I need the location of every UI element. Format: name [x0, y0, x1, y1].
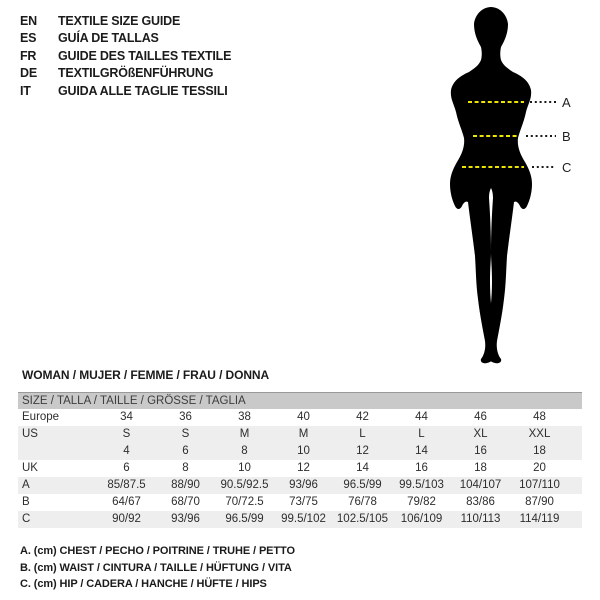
language-row — [20, 12, 231, 30]
size-table — [18, 392, 582, 528]
row-label: C — [22, 513, 31, 525]
size-cell: 20 — [533, 462, 546, 474]
size-cell: 12 — [297, 462, 310, 474]
row-label: B — [22, 496, 30, 508]
size-cell: M — [239, 428, 250, 440]
size-cell: 96.5/99 — [225, 513, 264, 525]
size-cell: 79/82 — [407, 496, 436, 508]
table-row — [18, 494, 582, 511]
size-cell: 64/67 — [112, 496, 141, 508]
size-table-rows — [18, 409, 582, 528]
language-title: TEXTILE SIZE GUIDE — [58, 13, 181, 28]
row-label: UK — [22, 462, 38, 474]
language-title: TEXTILGRÖßENFÜHRUNG — [58, 66, 214, 81]
size-cell: 36 — [179, 411, 192, 423]
size-cell: 40 — [297, 411, 310, 423]
size-cell: S — [181, 428, 190, 440]
section-heading: WOMAN / MUJER / FEMME / FRAU / DONNA — [22, 368, 270, 382]
table-row — [18, 409, 582, 426]
woman-silhouette-icon — [450, 7, 532, 363]
size-cell: 93/96 — [171, 513, 200, 525]
size-cell: 96.5/99 — [343, 479, 382, 491]
body-measurement-figure — [440, 4, 595, 370]
table-row — [18, 443, 582, 460]
size-cell: 107/110 — [519, 479, 560, 491]
language-row — [20, 65, 231, 83]
table-row — [18, 426, 582, 443]
legend-waist: B. (cm) WAIST / CINTURA / TAILLE / HÜFTUNG / VITA — [20, 561, 292, 574]
measurement-legend — [20, 543, 295, 593]
size-cell: M — [298, 428, 309, 440]
language-code: FR — [20, 48, 37, 63]
size-cell: 16 — [474, 445, 487, 457]
size-cell: 85/87.5 — [107, 479, 146, 491]
size-cell: 16 — [415, 462, 428, 474]
size-cell: 8 — [182, 462, 189, 474]
size-cell: 102.5/105 — [336, 513, 389, 525]
size-cell: 70/72.5 — [225, 496, 264, 508]
language-code: DE — [20, 66, 37, 81]
language-row — [20, 82, 231, 100]
size-cell: L — [359, 428, 366, 440]
size-cell: 90.5/92.5 — [220, 479, 269, 491]
row-label — [18, 443, 97, 460]
language-title: GUIDA ALLE TAGLIE TESSILI — [58, 83, 228, 98]
language-title: GUIDE DES TAILLES TEXTILE — [58, 48, 232, 63]
language-title-list — [20, 12, 231, 100]
marker-label-waist: B — [562, 129, 571, 144]
language-title: GUÍA DE TALLAS — [58, 31, 159, 46]
size-cell: 14 — [415, 445, 428, 457]
legend-chest: A. (cm) CHEST / PECHO / POITRINE / TRUHE / PETTO — [20, 545, 295, 557]
size-cell: 10 — [238, 462, 251, 474]
language-row — [20, 47, 231, 65]
size-cell: 83/86 — [466, 496, 495, 508]
size-cell: 76/78 — [348, 496, 377, 508]
size-cell: 110/113 — [460, 513, 501, 525]
size-cell: 34 — [120, 411, 133, 423]
size-table-header: SIZE / TALLA / TAILLE / GRÖSSE / TAGLIA — [18, 392, 582, 409]
size-cell: 10 — [297, 445, 310, 457]
size-cell: 8 — [241, 445, 248, 457]
size-cell: 46 — [474, 411, 487, 423]
size-cell: 18 — [474, 462, 487, 474]
marker-label-chest: A — [562, 95, 571, 110]
size-cell: 87/90 — [525, 496, 554, 508]
row-label: A — [22, 479, 30, 491]
language-row — [20, 30, 231, 48]
size-cell: 99.5/102 — [281, 513, 326, 525]
language-code: EN — [20, 13, 37, 28]
size-cell: 73/75 — [289, 496, 318, 508]
table-row — [18, 477, 582, 494]
size-cell: 106/109 — [400, 513, 443, 525]
size-cell: 14 — [356, 462, 369, 474]
size-cell: L — [418, 428, 425, 440]
table-row — [18, 511, 582, 528]
row-label: US — [22, 428, 38, 440]
size-cell: 38 — [238, 411, 251, 423]
size-cell: 90/92 — [112, 513, 141, 525]
row-label: Europe — [22, 411, 60, 423]
size-cell: 4 — [123, 445, 130, 457]
size-cell: 18 — [533, 445, 546, 457]
size-cell: 93/96 — [289, 479, 318, 491]
size-cell: 68/70 — [171, 496, 200, 508]
size-cell: 104/107 — [459, 479, 502, 491]
table-row — [18, 460, 582, 477]
size-cell: 6 — [123, 462, 130, 474]
size-cell: 48 — [533, 411, 546, 423]
size-cell: 88/90 — [171, 479, 200, 491]
size-cell: S — [122, 428, 131, 440]
language-code: IT — [20, 83, 31, 98]
marker-label-hip: C — [562, 160, 572, 175]
size-cell: XXL — [528, 428, 551, 440]
size-cell: XL — [473, 428, 488, 440]
language-code: ES — [20, 31, 37, 46]
legend-hip: C. (cm) HIP / CADERA / HANCHE / HÜFTE / HIPS — [20, 578, 267, 590]
size-cell: 12 — [356, 445, 369, 457]
size-cell: 42 — [356, 411, 369, 423]
size-cell: 6 — [182, 445, 189, 457]
size-cell: 114/119 — [519, 513, 560, 525]
size-cell: 44 — [415, 411, 428, 423]
size-cell: 99.5/103 — [399, 479, 444, 491]
